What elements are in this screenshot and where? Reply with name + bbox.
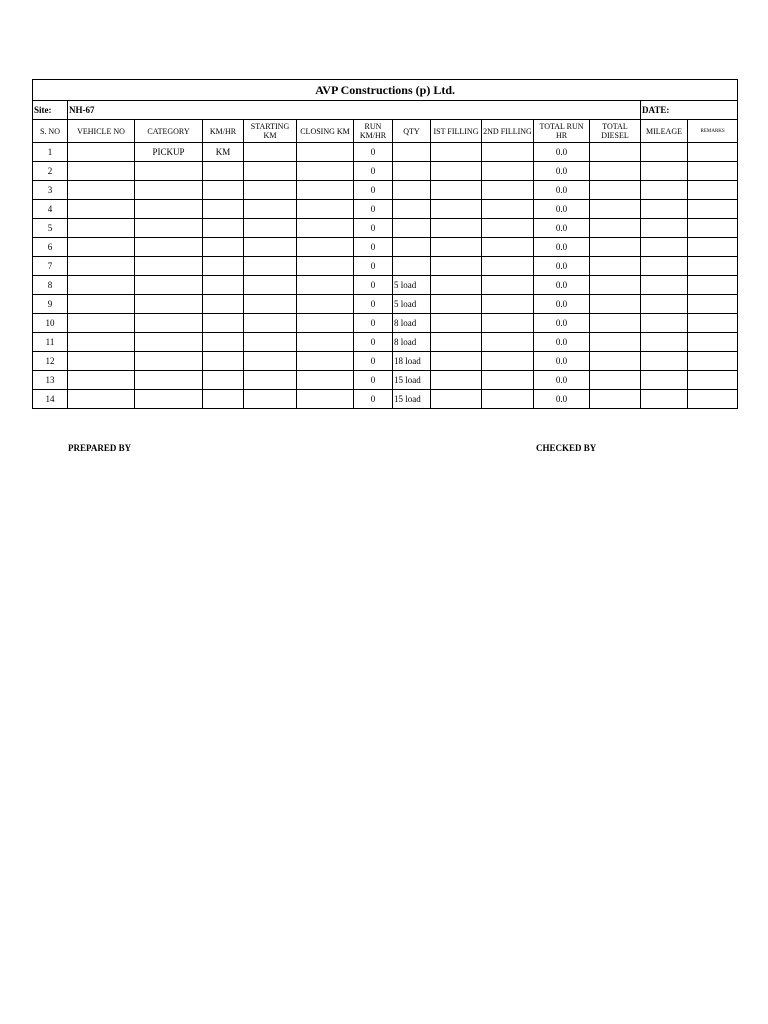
cell-mileage xyxy=(641,276,688,295)
header-mileage: MILEAGE xyxy=(641,120,688,143)
cell-vehicle-no xyxy=(68,181,135,200)
header-sno: S. NO xyxy=(33,120,68,143)
cell-remarks xyxy=(688,333,738,352)
cell-sno: 4 xyxy=(33,200,68,219)
cell-category xyxy=(135,200,203,219)
cell-remarks xyxy=(688,371,738,390)
cell-qty: 18 load xyxy=(393,352,431,371)
table-row xyxy=(33,238,738,257)
cell-qty xyxy=(393,143,431,162)
header-row xyxy=(33,120,738,143)
cell-run: 0 xyxy=(354,371,393,390)
cell-starting-km xyxy=(244,219,297,238)
cell-qty: 15 load xyxy=(393,390,431,409)
cell-first-filling xyxy=(431,333,482,352)
cell-first-filling xyxy=(431,314,482,333)
cell-remarks xyxy=(688,200,738,219)
header-total-diesel: TOTAL DIESEL xyxy=(590,120,641,143)
cell-qty xyxy=(393,200,431,219)
cell-total-run: 0.0 xyxy=(534,143,590,162)
cell-qty xyxy=(393,257,431,276)
cell-second-filling xyxy=(482,333,534,352)
table-row xyxy=(33,181,738,200)
cell-sno: 1 xyxy=(33,143,68,162)
cell-run: 0 xyxy=(354,333,393,352)
cell-km-hr xyxy=(203,200,244,219)
cell-second-filling xyxy=(482,181,534,200)
cell-closing-km xyxy=(297,257,354,276)
cell-run: 0 xyxy=(354,314,393,333)
cell-qty: 5 load xyxy=(393,276,431,295)
cell-km-hr xyxy=(203,333,244,352)
cell-mileage xyxy=(641,295,688,314)
cell-closing-km xyxy=(297,200,354,219)
cell-remarks xyxy=(688,143,738,162)
cell-closing-km xyxy=(297,371,354,390)
header-run-km-hr: RUN KM/HR xyxy=(354,120,393,143)
cell-starting-km xyxy=(244,314,297,333)
cell-closing-km xyxy=(297,276,354,295)
cell-remarks xyxy=(688,257,738,276)
vehicle-log-table xyxy=(32,79,738,409)
cell-category xyxy=(135,257,203,276)
cell-starting-km xyxy=(244,352,297,371)
cell-remarks xyxy=(688,276,738,295)
cell-category xyxy=(135,219,203,238)
cell-first-filling xyxy=(431,276,482,295)
table-row xyxy=(33,295,738,314)
cell-vehicle-no xyxy=(68,333,135,352)
table-row xyxy=(33,257,738,276)
cell-total-run: 0.0 xyxy=(534,352,590,371)
cell-category xyxy=(135,295,203,314)
cell-total-run: 0.0 xyxy=(534,314,590,333)
cell-mileage xyxy=(641,219,688,238)
cell-km-hr xyxy=(203,257,244,276)
cell-total-run: 0.0 xyxy=(534,200,590,219)
cell-second-filling xyxy=(482,162,534,181)
cell-sno: 8 xyxy=(33,276,68,295)
cell-km-hr xyxy=(203,352,244,371)
cell-mileage xyxy=(641,352,688,371)
cell-km-hr xyxy=(203,276,244,295)
cell-mileage xyxy=(641,390,688,409)
table-row xyxy=(33,200,738,219)
cell-total-run: 0.0 xyxy=(534,371,590,390)
cell-total-diesel xyxy=(590,295,641,314)
cell-vehicle-no xyxy=(68,219,135,238)
cell-vehicle-no xyxy=(68,200,135,219)
cell-category: PICKUP xyxy=(135,143,203,162)
cell-category xyxy=(135,371,203,390)
cell-total-diesel xyxy=(590,143,641,162)
cell-total-diesel xyxy=(590,200,641,219)
cell-total-diesel xyxy=(590,162,641,181)
cell-category xyxy=(135,276,203,295)
cell-starting-km xyxy=(244,200,297,219)
header-km-hr: KM/HR xyxy=(203,120,244,143)
cell-total-run: 0.0 xyxy=(534,219,590,238)
cell-starting-km xyxy=(244,238,297,257)
cell-qty: 8 load xyxy=(393,314,431,333)
table-row xyxy=(33,314,738,333)
cell-total-diesel xyxy=(590,238,641,257)
cell-starting-km xyxy=(244,390,297,409)
cell-remarks xyxy=(688,352,738,371)
cell-sno: 7 xyxy=(33,257,68,276)
cell-total-run: 0.0 xyxy=(534,276,590,295)
cell-mileage xyxy=(641,200,688,219)
cell-category xyxy=(135,238,203,257)
cell-run: 0 xyxy=(354,257,393,276)
cell-run: 0 xyxy=(354,143,393,162)
cell-category xyxy=(135,390,203,409)
table-row xyxy=(33,371,738,390)
cell-second-filling xyxy=(482,200,534,219)
date-label: DATE: xyxy=(641,101,738,120)
cell-total-diesel xyxy=(590,276,641,295)
cell-remarks xyxy=(688,390,738,409)
cell-total-diesel xyxy=(590,314,641,333)
cell-remarks xyxy=(688,314,738,333)
cell-qty xyxy=(393,162,431,181)
cell-first-filling xyxy=(431,162,482,181)
cell-vehicle-no xyxy=(68,390,135,409)
cell-run: 0 xyxy=(354,352,393,371)
cell-run: 0 xyxy=(354,162,393,181)
cell-total-run: 0.0 xyxy=(534,162,590,181)
cell-first-filling xyxy=(431,295,482,314)
cell-total-run: 0.0 xyxy=(534,181,590,200)
table-row xyxy=(33,333,738,352)
cell-total-diesel xyxy=(590,390,641,409)
company-title: AVP Constructions (p) Ltd. xyxy=(33,80,738,101)
cell-qty: 15 load xyxy=(393,371,431,390)
cell-starting-km xyxy=(244,257,297,276)
cell-sno: 12 xyxy=(33,352,68,371)
cell-mileage xyxy=(641,257,688,276)
cell-mileage xyxy=(641,162,688,181)
cell-total-run: 0.0 xyxy=(534,333,590,352)
cell-run: 0 xyxy=(354,200,393,219)
cell-sno: 3 xyxy=(33,181,68,200)
cell-closing-km xyxy=(297,219,354,238)
cell-qty xyxy=(393,181,431,200)
cell-total-run: 0.0 xyxy=(534,295,590,314)
cell-sno: 6 xyxy=(33,238,68,257)
cell-first-filling xyxy=(431,371,482,390)
cell-sno: 11 xyxy=(33,333,68,352)
cell-closing-km xyxy=(297,238,354,257)
cell-second-filling xyxy=(482,238,534,257)
cell-closing-km xyxy=(297,314,354,333)
cell-category xyxy=(135,352,203,371)
header-closing-km: CLOSING KM xyxy=(297,120,354,143)
table-row xyxy=(33,162,738,181)
cell-first-filling xyxy=(431,257,482,276)
cell-total-diesel xyxy=(590,371,641,390)
cell-second-filling xyxy=(482,371,534,390)
cell-first-filling xyxy=(431,238,482,257)
cell-total-run: 0.0 xyxy=(534,238,590,257)
cell-second-filling xyxy=(482,390,534,409)
cell-km-hr xyxy=(203,238,244,257)
cell-remarks xyxy=(688,295,738,314)
cell-km-hr xyxy=(203,181,244,200)
cell-mileage xyxy=(641,143,688,162)
cell-closing-km xyxy=(297,162,354,181)
cell-qty: 8 load xyxy=(393,333,431,352)
cell-total-run: 0.0 xyxy=(534,390,590,409)
cell-total-diesel xyxy=(590,257,641,276)
cell-first-filling xyxy=(431,200,482,219)
cell-first-filling xyxy=(431,390,482,409)
cell-remarks xyxy=(688,181,738,200)
cell-run: 0 xyxy=(354,219,393,238)
cell-closing-km xyxy=(297,295,354,314)
cell-closing-km xyxy=(297,333,354,352)
cell-vehicle-no xyxy=(68,352,135,371)
cell-total-diesel xyxy=(590,352,641,371)
cell-closing-km xyxy=(297,390,354,409)
cell-km-hr xyxy=(203,314,244,333)
cell-first-filling xyxy=(431,219,482,238)
cell-total-diesel xyxy=(590,333,641,352)
cell-first-filling xyxy=(431,181,482,200)
table-row xyxy=(33,352,738,371)
cell-starting-km xyxy=(244,181,297,200)
cell-second-filling xyxy=(482,352,534,371)
cell-sno: 9 xyxy=(33,295,68,314)
cell-category xyxy=(135,333,203,352)
cell-qty: 5 load xyxy=(393,295,431,314)
cell-sno: 2 xyxy=(33,162,68,181)
cell-mileage xyxy=(641,371,688,390)
header-starting-km: STARTING KM xyxy=(244,120,297,143)
cell-second-filling xyxy=(482,257,534,276)
checked-by-label: CHECKED BY xyxy=(536,443,597,453)
header-total-run-hr: TOTAL RUN HR xyxy=(534,120,590,143)
cell-run: 0 xyxy=(354,181,393,200)
cell-starting-km xyxy=(244,162,297,181)
cell-starting-km xyxy=(244,143,297,162)
cell-sno: 5 xyxy=(33,219,68,238)
cell-mileage xyxy=(641,333,688,352)
cell-second-filling xyxy=(482,314,534,333)
cell-run: 0 xyxy=(354,238,393,257)
table-row xyxy=(33,143,738,162)
cell-second-filling xyxy=(482,276,534,295)
cell-total-diesel xyxy=(590,219,641,238)
cell-category xyxy=(135,314,203,333)
cell-vehicle-no xyxy=(68,143,135,162)
cell-starting-km xyxy=(244,371,297,390)
cell-closing-km xyxy=(297,352,354,371)
cell-vehicle-no xyxy=(68,371,135,390)
cell-second-filling xyxy=(482,219,534,238)
cell-vehicle-no xyxy=(68,314,135,333)
cell-run: 0 xyxy=(354,276,393,295)
table-row xyxy=(33,219,738,238)
cell-category xyxy=(135,181,203,200)
cell-km-hr xyxy=(203,162,244,181)
cell-starting-km xyxy=(244,295,297,314)
header-qty: QTY xyxy=(393,120,431,143)
cell-km-hr xyxy=(203,371,244,390)
cell-remarks xyxy=(688,238,738,257)
cell-closing-km xyxy=(297,143,354,162)
cell-first-filling xyxy=(431,143,482,162)
header-first-filling: IST FILLING xyxy=(431,120,482,143)
cell-second-filling xyxy=(482,143,534,162)
site-label: Site: xyxy=(33,101,68,120)
cell-total-diesel xyxy=(590,181,641,200)
cell-vehicle-no xyxy=(68,295,135,314)
header-second-filling: 2ND FILLING xyxy=(482,120,534,143)
cell-vehicle-no xyxy=(68,162,135,181)
site-row xyxy=(33,101,738,120)
header-category: CATEGORY xyxy=(135,120,203,143)
cell-sno: 14 xyxy=(33,390,68,409)
cell-starting-km xyxy=(244,333,297,352)
cell-starting-km xyxy=(244,276,297,295)
cell-qty xyxy=(393,219,431,238)
cell-km-hr xyxy=(203,219,244,238)
header-remarks: REMARKS xyxy=(688,120,738,143)
cell-mileage xyxy=(641,314,688,333)
table-row xyxy=(33,390,738,409)
cell-sno: 13 xyxy=(33,371,68,390)
cell-vehicle-no xyxy=(68,276,135,295)
cell-remarks xyxy=(688,219,738,238)
table-row xyxy=(33,276,738,295)
header-vehicle-no: VEHICLE NO xyxy=(68,120,135,143)
cell-mileage xyxy=(641,181,688,200)
cell-run: 0 xyxy=(354,295,393,314)
cell-run: 0 xyxy=(354,390,393,409)
cell-mileage xyxy=(641,238,688,257)
cell-category xyxy=(135,162,203,181)
cell-closing-km xyxy=(297,181,354,200)
cell-total-run: 0.0 xyxy=(534,257,590,276)
cell-km-hr xyxy=(203,295,244,314)
cell-sno: 10 xyxy=(33,314,68,333)
site-value: NH-67 xyxy=(68,101,641,120)
cell-second-filling xyxy=(482,295,534,314)
cell-remarks xyxy=(688,162,738,181)
cell-km-hr xyxy=(203,390,244,409)
title-row xyxy=(33,80,738,101)
cell-km-hr: KM xyxy=(203,143,244,162)
cell-qty xyxy=(393,238,431,257)
cell-first-filling xyxy=(431,352,482,371)
cell-vehicle-no xyxy=(68,238,135,257)
cell-vehicle-no xyxy=(68,257,135,276)
prepared-by-label: PREPARED BY xyxy=(68,443,132,453)
